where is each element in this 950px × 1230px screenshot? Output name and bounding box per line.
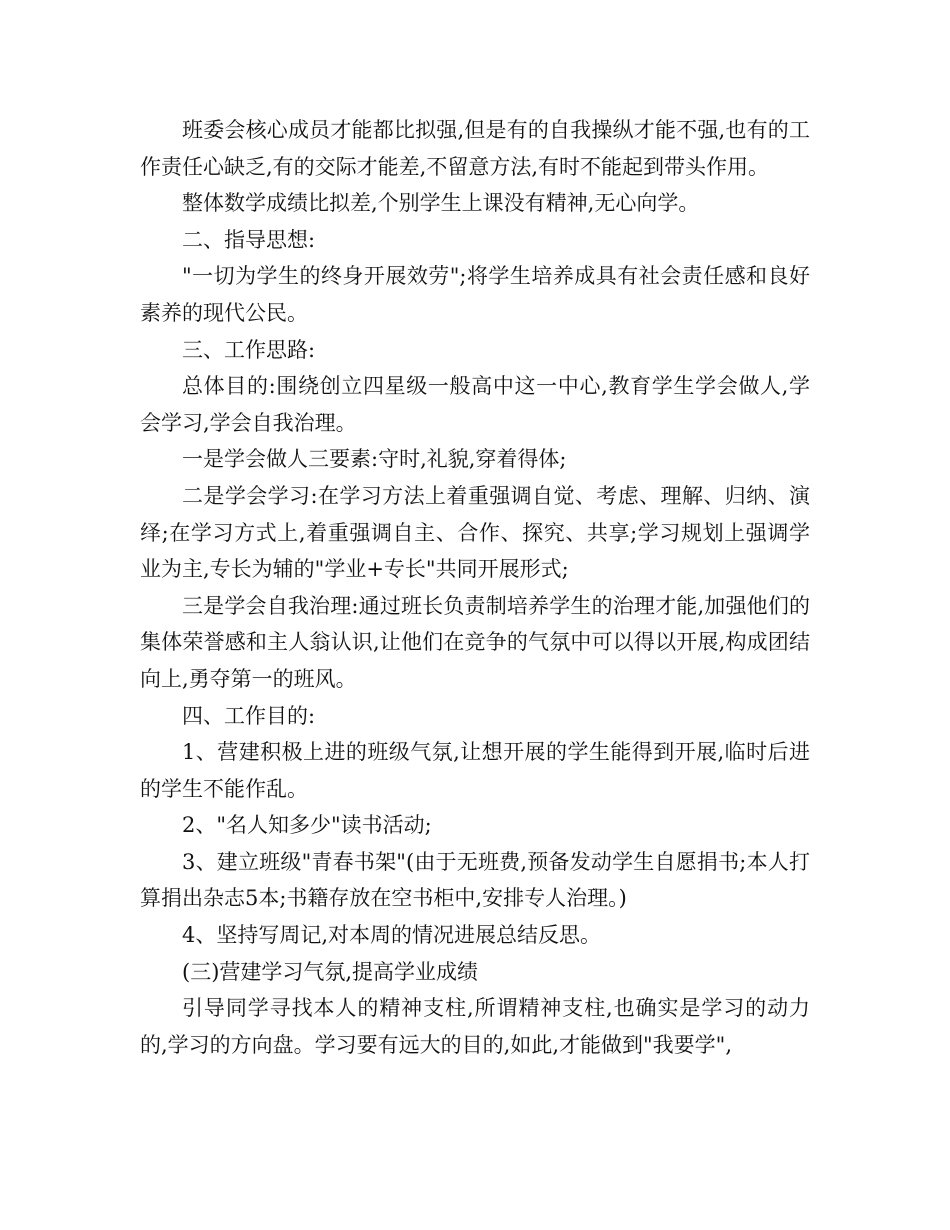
document-body: [140, 112, 810, 1063]
heading-work-goals: 四、工作目的:: [182, 703, 316, 728]
heading-work-approach: 三、工作思路:: [182, 337, 316, 362]
paragraph-guiding-thought: "一切为学生的终身开展效劳";将学生培养成具有社会责任感和良好素养的现代公民。: [140, 264, 810, 325]
list-item-goal-4: 4、坚持写周记,对本周的情况进展总结反思。: [182, 923, 602, 948]
paragraph-class-committee: 班委会核心成员才能都比拟强,但是有的自我操纵才能不强,也有的工作责任心缺乏,有的交际才能差,不留意方法,有时不能起到带头作用。: [140, 118, 810, 179]
list-item-goal-2: 2、"名人知多少"读书活动;: [182, 813, 432, 838]
heading-guiding-thought: 二、指导思想:: [182, 227, 316, 252]
paragraph-overall-goal: 总体目的:围绕创立四星级一般高中这一中心,教育学生学会做人,学会学习,学会自我治理。: [140, 374, 810, 435]
list-item-goal-1: 1、营建积极上进的班级气氛,让想开展的学生能得到开展,临时后进的学生不能作乱。: [140, 740, 810, 801]
paragraph-learn-to-behave: 一是学会做人三要素:守时,礼貌,穿着得体;: [182, 447, 567, 472]
paragraph-spiritual-pillar: 引导同学寻找本人的精神支柱,所谓精神支柱,也确实是学习的动力的,学习的方向盘。学习要有远大的目的,如此,才能做到"我要学",: [140, 996, 810, 1057]
heading-study-atmosphere: (三)营建学习气氛,提高学业成绩: [182, 959, 479, 984]
list-item-goal-3: 3、建立班级"青春书架"(由于无班费,预备发动学生自愿捐书;本人打算捐出杂志5本;书籍存放在空书柜中,安排专人治理。): [140, 849, 810, 911]
paragraph-learn-to-study: 二是学会学习:在学习方法上着重强调自觉、考虑、理解、归纳、演绎;在学习方式上,着重强调自主、合作、探究、共享;学习规划上强调学业为主,专长为辅的"学业+专长"共同开展形式;: [140, 483, 810, 582]
paragraph-self-management: 三是学会自我治理:通过班长负责制培养学生的治理才能,加强他们的集体荣誉感和主人翁认识,让他们在竞争的气氛中可以得以开展,构成团结向上,勇夺第一的班风。: [140, 593, 810, 691]
paragraph-math-scores: 整体数学成绩比拟差,个别学生上课没有精神,无心向学。: [182, 191, 700, 216]
